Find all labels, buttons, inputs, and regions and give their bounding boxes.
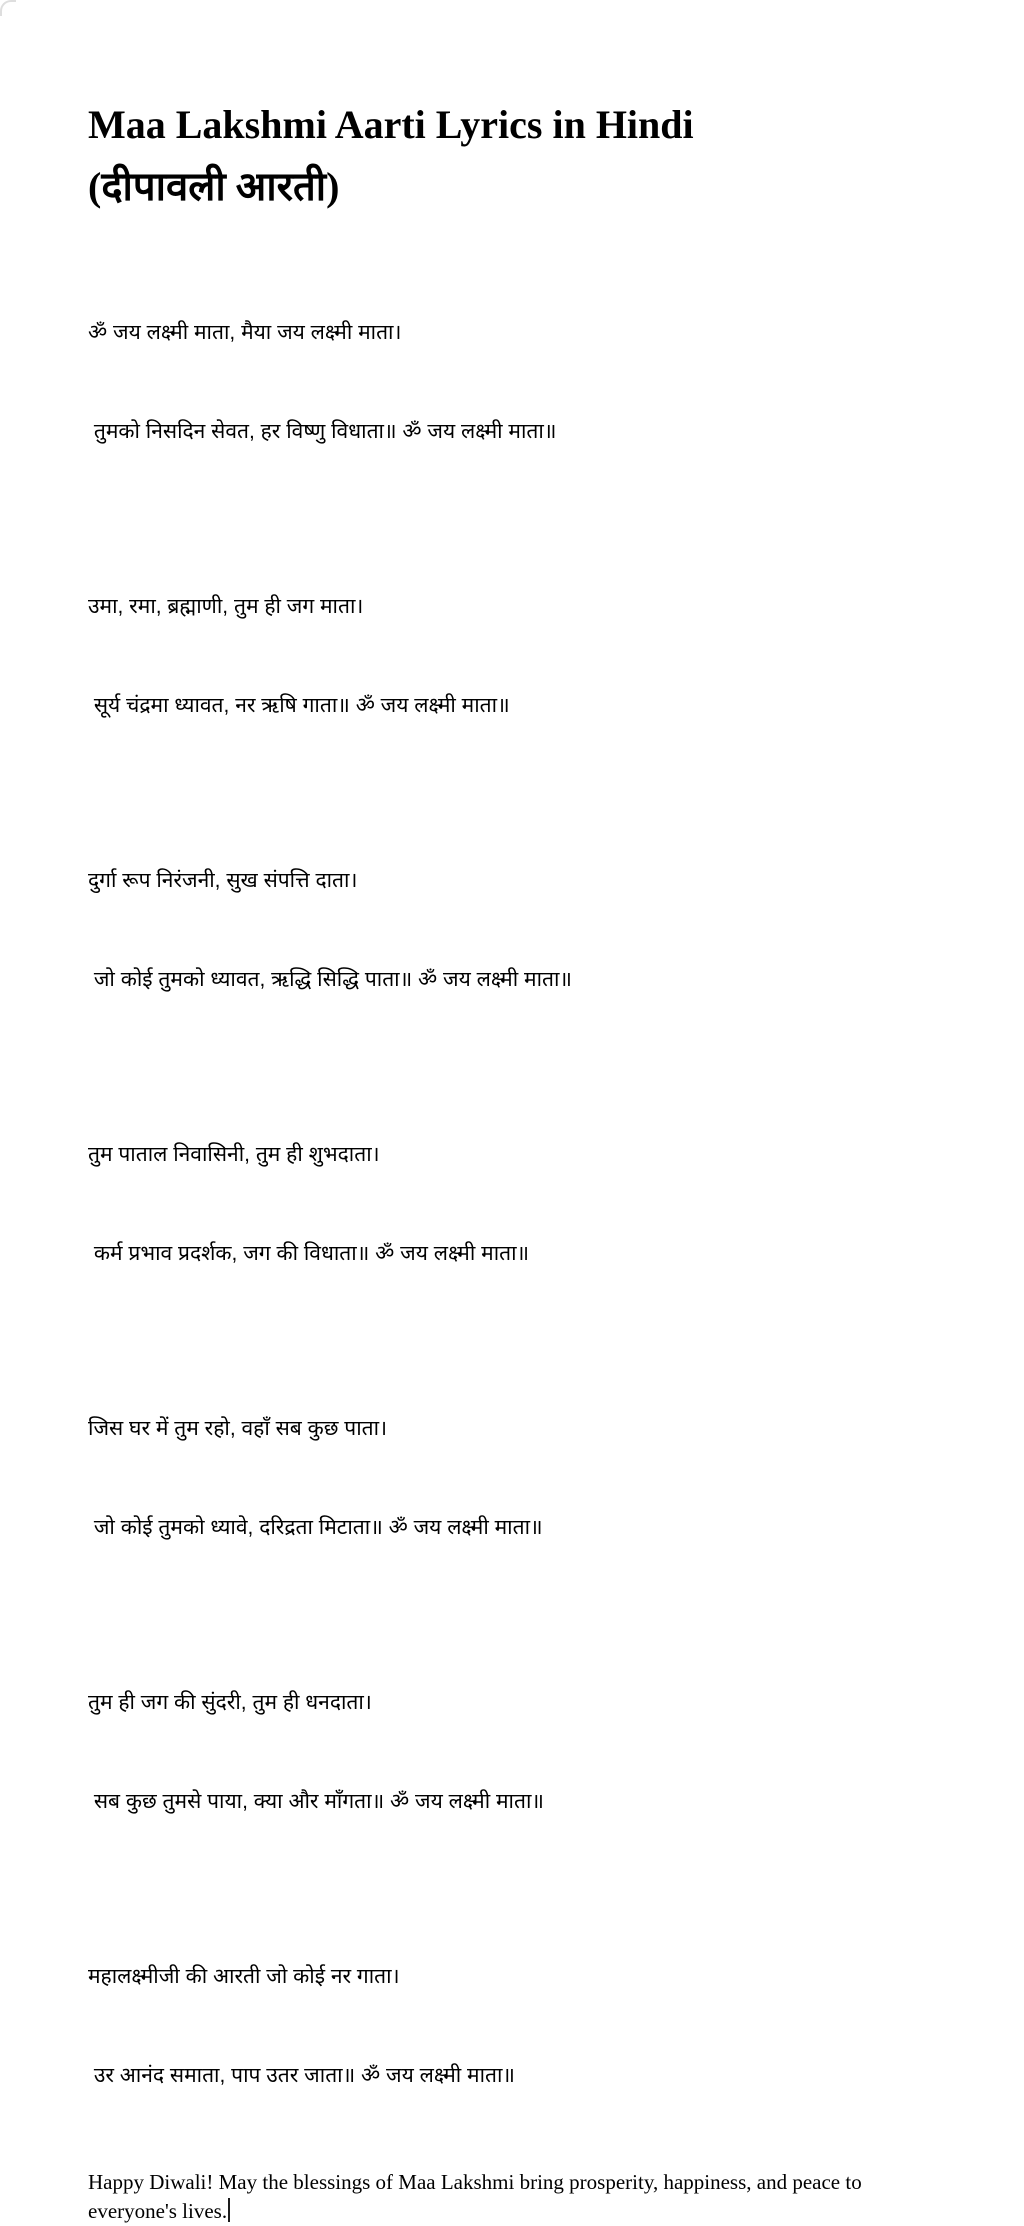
verse-line[interactable]: उमा, रमा, ब्रह्माणी, तुम ही जग माता। (88, 595, 364, 618)
title-line-2[interactable]: (दीपावली आरती) (88, 164, 340, 209)
editor-canvas[interactable] (88, 94, 946, 2226)
verse-line[interactable]: सब कुछ तुमसे पाया, क्या और माँगता॥ ॐ जय लक्ष्मी माता॥ (88, 1790, 544, 1813)
verse-line[interactable]: ॐ जय लक्ष्मी माता, मैया जय लक्ष्मी माता। (88, 321, 402, 344)
verse-line[interactable]: तुमको निसदिन सेवत, हर विष्णु विधाता॥ ॐ जय लक्ष्मी माता॥ (88, 420, 557, 443)
verse-line[interactable]: जो कोई तुमको ध्यावे, दरिद्रता मिटाता॥ ॐ जय लक्ष्मी माता॥ (88, 1516, 543, 1539)
verse-line[interactable]: महालक्ष्मीजी की आरती जो कोई नर गाता। (88, 1965, 400, 1988)
aarti-verse-2[interactable] (88, 524, 946, 788)
aarti-verse-6[interactable] (88, 1620, 946, 1884)
verse-line[interactable]: सूर्य चंद्रमा ध्यावत, नर ऋषि गाता॥ ॐ जय लक्ष्मी माता॥ (88, 694, 510, 717)
text-caret (228, 2198, 230, 2222)
verse-line[interactable]: उर आनंद समाता, पाप उतर जाता॥ ॐ जय लक्ष्मी माता॥ (88, 2064, 516, 2087)
document-title[interactable] (88, 94, 946, 218)
closing-paragraph[interactable] (88, 2168, 946, 2226)
aarti-verse-7[interactable] (88, 1894, 946, 2158)
title-line-1[interactable]: Maa Lakshmi Aarti Lyrics in Hindi (88, 102, 694, 147)
aarti-verse-3[interactable] (88, 798, 946, 1062)
aarti-verse-4[interactable] (88, 1072, 946, 1336)
verse-line[interactable]: तुम ही जग की सुंदरी, तुम ही धनदाता। (88, 1691, 372, 1714)
closing-text[interactable]: Happy Diwali! May the blessings of Maa Lakshmi bring prosperity, happiness, and peace to everyone's lives. (88, 2170, 862, 2223)
aarti-verse-1[interactable] (88, 250, 946, 514)
verse-line[interactable]: जो कोई तुमको ध्यावत, ऋद्धि सिद्धि पाता॥ ॐ जय लक्ष्मी माता॥ (88, 968, 572, 991)
verse-line[interactable]: जिस घर में तुम रहो, वहाँ सब कुछ पाता। (88, 1417, 388, 1440)
verse-line[interactable]: तुम पाताल निवासिनी, तुम ही शुभदाता। (88, 1143, 380, 1166)
aarti-verse-5[interactable] (88, 1346, 946, 1610)
verse-line[interactable]: कर्म प्रभाव प्रदर्शक, जग की विधाता॥ ॐ जय लक्ष्मी माता॥ (88, 1242, 530, 1265)
verse-line[interactable]: दुर्गा रूप निरंजनी, सुख संपत्ति दाता। (88, 869, 358, 892)
window-corner (0, 0, 16, 16)
